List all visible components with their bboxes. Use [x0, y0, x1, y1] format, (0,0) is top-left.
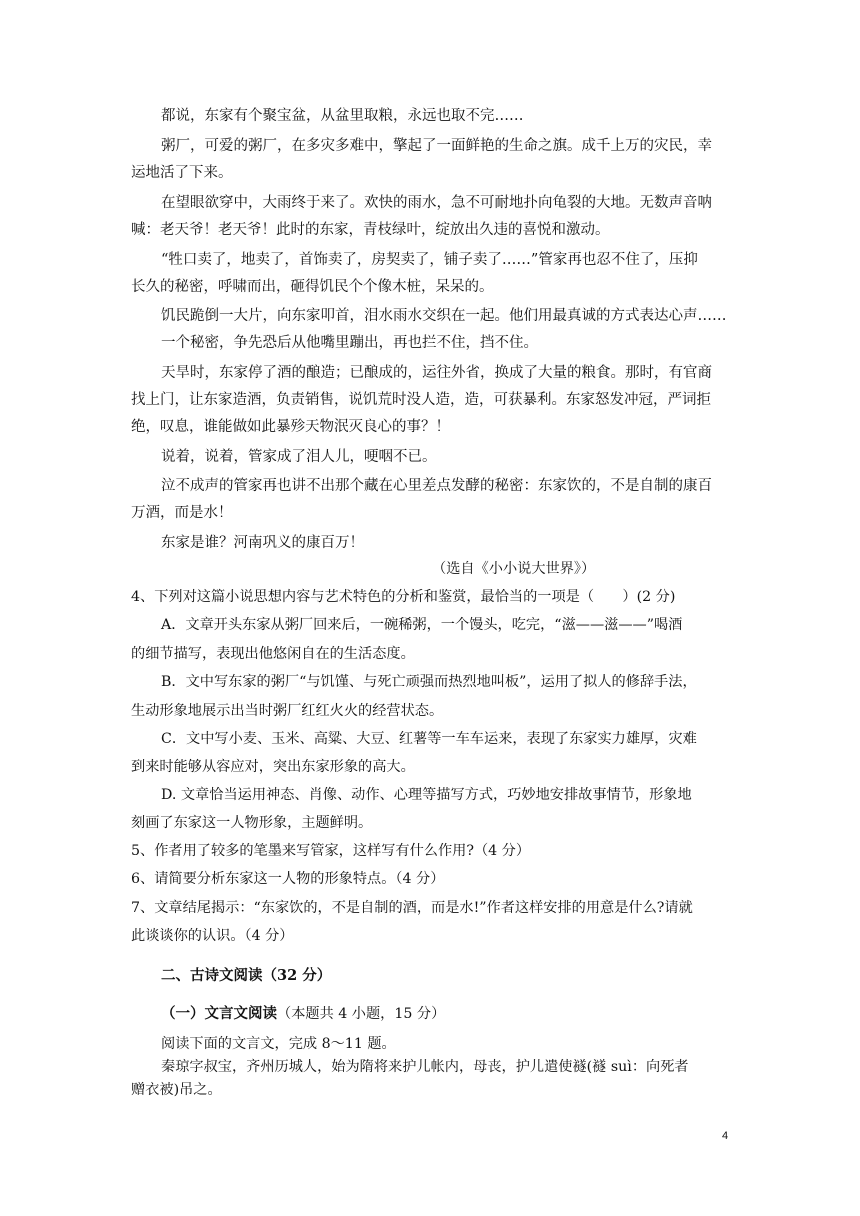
text-line: 找上门，让东家造酒，负责销售，说饥荒时没人造，造，可获暴利。东家怒发冲冠，严词拒	[131, 392, 711, 408]
text-line: “牲口卖了，地卖了，首饰卖了，房契卖了，铺子卖了……”管家再也忍不住了，压抑	[161, 252, 698, 268]
text-line: 在望眼欲穿中，大雨终于来了。欢快的雨水，急不可耐地扑向龟裂的大地。无数声音呐	[161, 195, 712, 211]
text-line: 天旱时，东家停了酒的酿造；已酿成的，运往外省，换成了大量的粮食。那时，有官商	[161, 365, 712, 381]
classical-text-line: 赠衣被)吊之。	[131, 1082, 222, 1098]
text-line: 长久的秘密，呼啸而出，砸得饥民个个像木桩，呆呆的。	[131, 279, 494, 295]
text-line: 粥厂，可爱的粥厂，在多灾多难中，擎起了一面鲜艳的生命之旗。成千上万的灾民，幸	[161, 138, 712, 154]
option-b-cont: 生动形象地展示出当时粥厂红红火火的经营状态。	[131, 703, 444, 719]
option-c-cont: 到来时能够从容应对，突出东家形象的高大。	[131, 759, 415, 775]
subsection-title: （一）文言文阅读	[161, 1005, 277, 1022]
section-heading: 二、古诗文阅读（32 分）	[161, 967, 332, 984]
text-line: 东家是谁？河南巩义的康百万！	[161, 535, 364, 551]
question-7: 7、文章结尾揭示：“东家饮的，不是自制的酒，而是水!”作者这样安排的用意是什么?请就	[131, 900, 693, 916]
question-5: 5、作者用了较多的笔墨来写管家，这样写有什么作用?（4 分）	[131, 843, 531, 859]
page-number: 4	[722, 1130, 729, 1142]
option-a: A．文章开头东家从粥厂回来后，一碗稀粥，一个馒头，吃完，“滋——滋——”喝酒	[161, 617, 683, 633]
question-4: 4、下列对这篇小说思想内容与艺术特色的分析和鉴赏，最恰当的一项是（ ）(2 分)	[131, 589, 676, 605]
text-line: 说着，说着，管家成了泪人儿，哽咽不已。	[161, 449, 437, 465]
subsection-note: （本题共 4 小题，15 分）	[277, 1006, 446, 1022]
question-6: 6、请简要分析东家这一人物的形象特点。（4 分）	[131, 871, 445, 887]
option-a-cont: 的细节描写，表现出他悠闲自在的生活态度。	[131, 646, 415, 662]
text-line: 绝，叹息，谁能做如此暴殄天物泯灭良心的事？！	[131, 419, 450, 435]
source-citation: （选自《小小说大世界》）	[432, 561, 596, 577]
instruction-line: 阅读下面的文言文，完成 8～11 题。	[161, 1036, 396, 1052]
question-7-cont: 此谈谈你的认识。（4 分）	[131, 928, 294, 944]
text-line: 一个秘密，争先恐后从他嘴里蹦出，再也拦不住，挡不住。	[161, 335, 538, 351]
classical-text-line: 秦琼字叔宝，齐州历城人，始为隋将来护儿帐内，母丧，护儿遣使襚(襚 suì：向死者	[161, 1059, 689, 1075]
text-line: 万酒，而是水！	[131, 505, 233, 521]
text-line: 喊：老天爷！老天爷！此时的东家，青枝绿叶，绽放出久违的喜悦和激动。	[131, 222, 610, 238]
option-c: C．文中写小麦、玉米、高粱、大豆、红薯等一车车运来，表现了东家实力雄厚，灾难	[161, 731, 697, 747]
text-line: 运地活了下来。	[131, 165, 233, 181]
text-line: 都说，东家有个聚宝盆，从盆里取粮，永远也取不完……	[161, 108, 524, 124]
option-d: D. 文章恰当运用神态、肖像、动作、心理等描写方式，巧妙地安排故事情节，形象地	[161, 787, 692, 803]
option-d-cont: 刻画了东家这一人物形象，主题鲜明。	[131, 815, 373, 831]
subsection-heading	[161, 1004, 445, 1024]
option-b: B．文中写东家的粥厂“与饥馑、与死亡顽强而热烈地叫板”，运用了拟人的修辞手法，	[161, 674, 697, 690]
text-line: 饥民跪倒一大片，向东家叩首，泪水雨水交织在一起。他们用最真诚的方式表达心声……	[161, 308, 727, 324]
text-line: 泣不成声的管家再也讲不出那个藏在心里差点发酵的秘密：东家饮的，不是自制的康百	[161, 478, 712, 494]
